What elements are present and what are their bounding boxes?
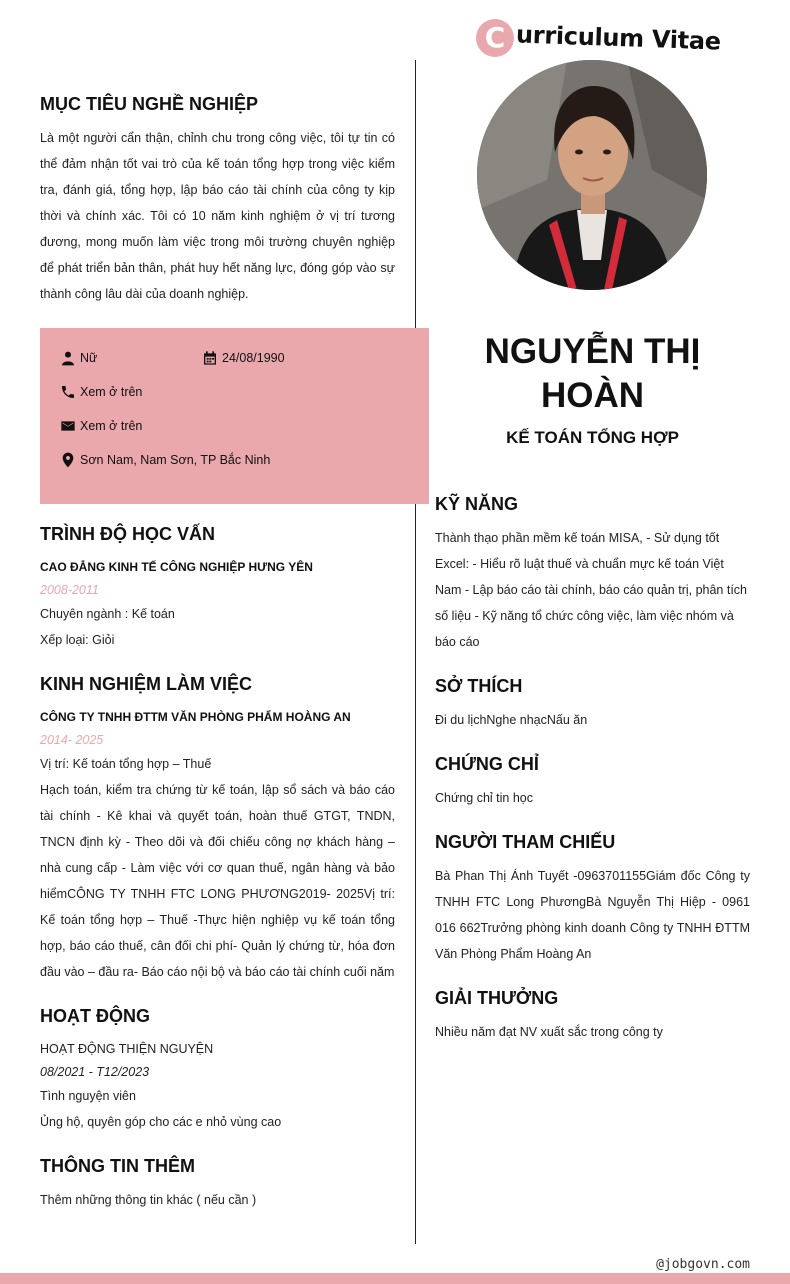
references-heading: NGƯỜI THAM CHIẾU <box>435 832 616 852</box>
profile-job-title: KẾ TOÁN TỔNG HỢP <box>506 428 679 447</box>
experience-heading: KINH NGHIỆM LÀM VIỆC <box>40 674 253 694</box>
additional-heading: THÔNG TIN THÊM <box>40 1156 195 1176</box>
experience-company: CÔNG TY TNHH ĐTTM VĂN PHÒNG PHẨM HOÀNG AN <box>40 710 351 724</box>
watermark: @jobgovn.com <box>656 1257 750 1272</box>
objective-heading: MỤC TIÊU NGHỀ NGHIỆP <box>40 94 259 114</box>
experience-period: 2014- 2025 <box>40 733 104 747</box>
activity-description: Ủng hộ, quyên góp cho các e nhỏ vùng cao <box>40 1115 282 1129</box>
education-heading: TRÌNH ĐỘ HỌC VẤN <box>40 524 215 544</box>
education-grade: Xếp loại: Giỏi <box>40 633 115 647</box>
experience-position: Vị trí: Kế toán tổng hợp – Thuế <box>40 757 212 771</box>
skills-heading: KỸ NĂNG <box>435 494 519 514</box>
location-icon <box>60 452 76 468</box>
mail-icon <box>60 418 76 434</box>
experience-description: Hạch toán, kiểm tra chứng từ kế toán, lập sổ sách và báo cáo tài chính - Kê khai và quyết toán, hoàn thuế GTGT, TNDN, TNCN định kỳ - Theo dõi và đối chiếu công nợ khách hàng – nhà cung cấp - Làm việc với cơ quan thuế, ngân hàng và bảo hiểmCÔNG TY TNHH FTC LONG PHƯƠNG2019- 2025Vị trí: Kế toán tổng hợp – Thuế -Thực hiện nghiệp vụ kế toán tổng hợp, báo cáo thuế, cân đối chi phí- Quản lý chứng từ, hóa đơn đầu vào – đầu ra- Báo cáo nội bộ và báo cáo tài chính cuối năm <box>40 783 395 979</box>
email-text: Xem ở trên <box>80 419 143 433</box>
calendar-icon <box>202 350 218 366</box>
activity-title: HOẠT ĐỘNG THIỆN NGUYỆN <box>40 1042 214 1056</box>
address-item <box>60 452 270 468</box>
activities-heading: HOẠT ĐỘNG <box>40 1006 150 1026</box>
cv-logo <box>476 18 721 58</box>
references-text: Bà Phan Thị Ánh Tuyết -0963701155Giám đốc Công ty TNHH FTC Long PhươngBà Nguyễn Thị Hiệp - 0961 016 662Trưởng phòng kinh doanh Công ty TNHH ĐTTM Văn Phòng Phẩm Hoàng An <box>435 869 750 961</box>
phone-text: Xem ở trên <box>80 385 143 399</box>
hobbies-text: Đi du lịchNghe nhạcNấu ăn <box>435 713 588 727</box>
additional-text: Thêm những thông tin khác ( nếu cần ) <box>40 1193 257 1207</box>
column-divider <box>415 60 416 1244</box>
profile-photo <box>477 60 707 290</box>
person-icon <box>60 350 76 366</box>
phone-icon <box>60 384 76 400</box>
certificates-text: Chứng chỉ tin học <box>435 791 534 805</box>
profile-name: NGUYỄN THỊ HOÀN <box>484 332 701 415</box>
education-school: CAO ĐẲNG KINH TẾ CÔNG NGHIỆP HƯNG YÊN <box>40 560 313 574</box>
gender-text: Nữ <box>80 351 98 365</box>
awards-text: Nhiều năm đạt NV xuất sắc trong công ty <box>435 1025 663 1039</box>
birthday-text: 24/08/1990 <box>222 351 285 365</box>
birthday-item <box>202 350 285 366</box>
gender-item <box>60 350 97 366</box>
activity-role: Tình nguyện viên <box>40 1089 136 1103</box>
profile-photo-illustration <box>477 60 707 290</box>
email-item <box>60 418 142 434</box>
activity-period: 08/2021 - T12/2023 <box>40 1065 150 1079</box>
logo-circle-letter: C <box>476 19 514 57</box>
address-text: Sơn Nam, Nam Sơn, TP Bắc Ninh <box>80 453 271 467</box>
phone-item <box>60 384 142 400</box>
logo-text: urriculum Vitae <box>515 20 722 56</box>
objective-text: Là một người cẩn thận, chỉnh chu trong công việc, tôi tự tin có thể đảm nhận tốt vai trò của kế toán tổng hợp trong việc kiểm tra, đánh giá, tổng hợp, lập báo cáo tài chính của công ty kịp thời và chính xác. Tôi có 10 năm kinh nghiệm ở vị trí tương đương, mong muốn làm việc trong môi trường chuyên nghiệp để phát triển bản thân, phát huy hết năng lực, đóng góp vào sự thành công lâu dài của doanh nghiệp. <box>40 131 395 301</box>
certificates-heading: CHỨNG CHỈ <box>435 754 539 774</box>
education-period: 2008-2011 <box>40 583 99 597</box>
footer-bar <box>0 1273 790 1284</box>
education-major: Chuyên ngành : Kế toán <box>40 607 175 621</box>
awards-heading: GIẢI THƯỞNG <box>435 988 559 1008</box>
skills-text: Thành thạo phần mềm kế toán MISA, - Sử dụng tốt Excel: - Hiểu rõ luật thuế và chuẩn mực kế toán Việt Nam - Lập báo cáo tài chính, báo cáo quản trị, phân tích số liệu - Kỹ năng tổ chức công việc, làm việc nhóm và báo cáo <box>435 531 748 649</box>
hobbies-heading: SỞ THÍCH <box>435 676 523 696</box>
